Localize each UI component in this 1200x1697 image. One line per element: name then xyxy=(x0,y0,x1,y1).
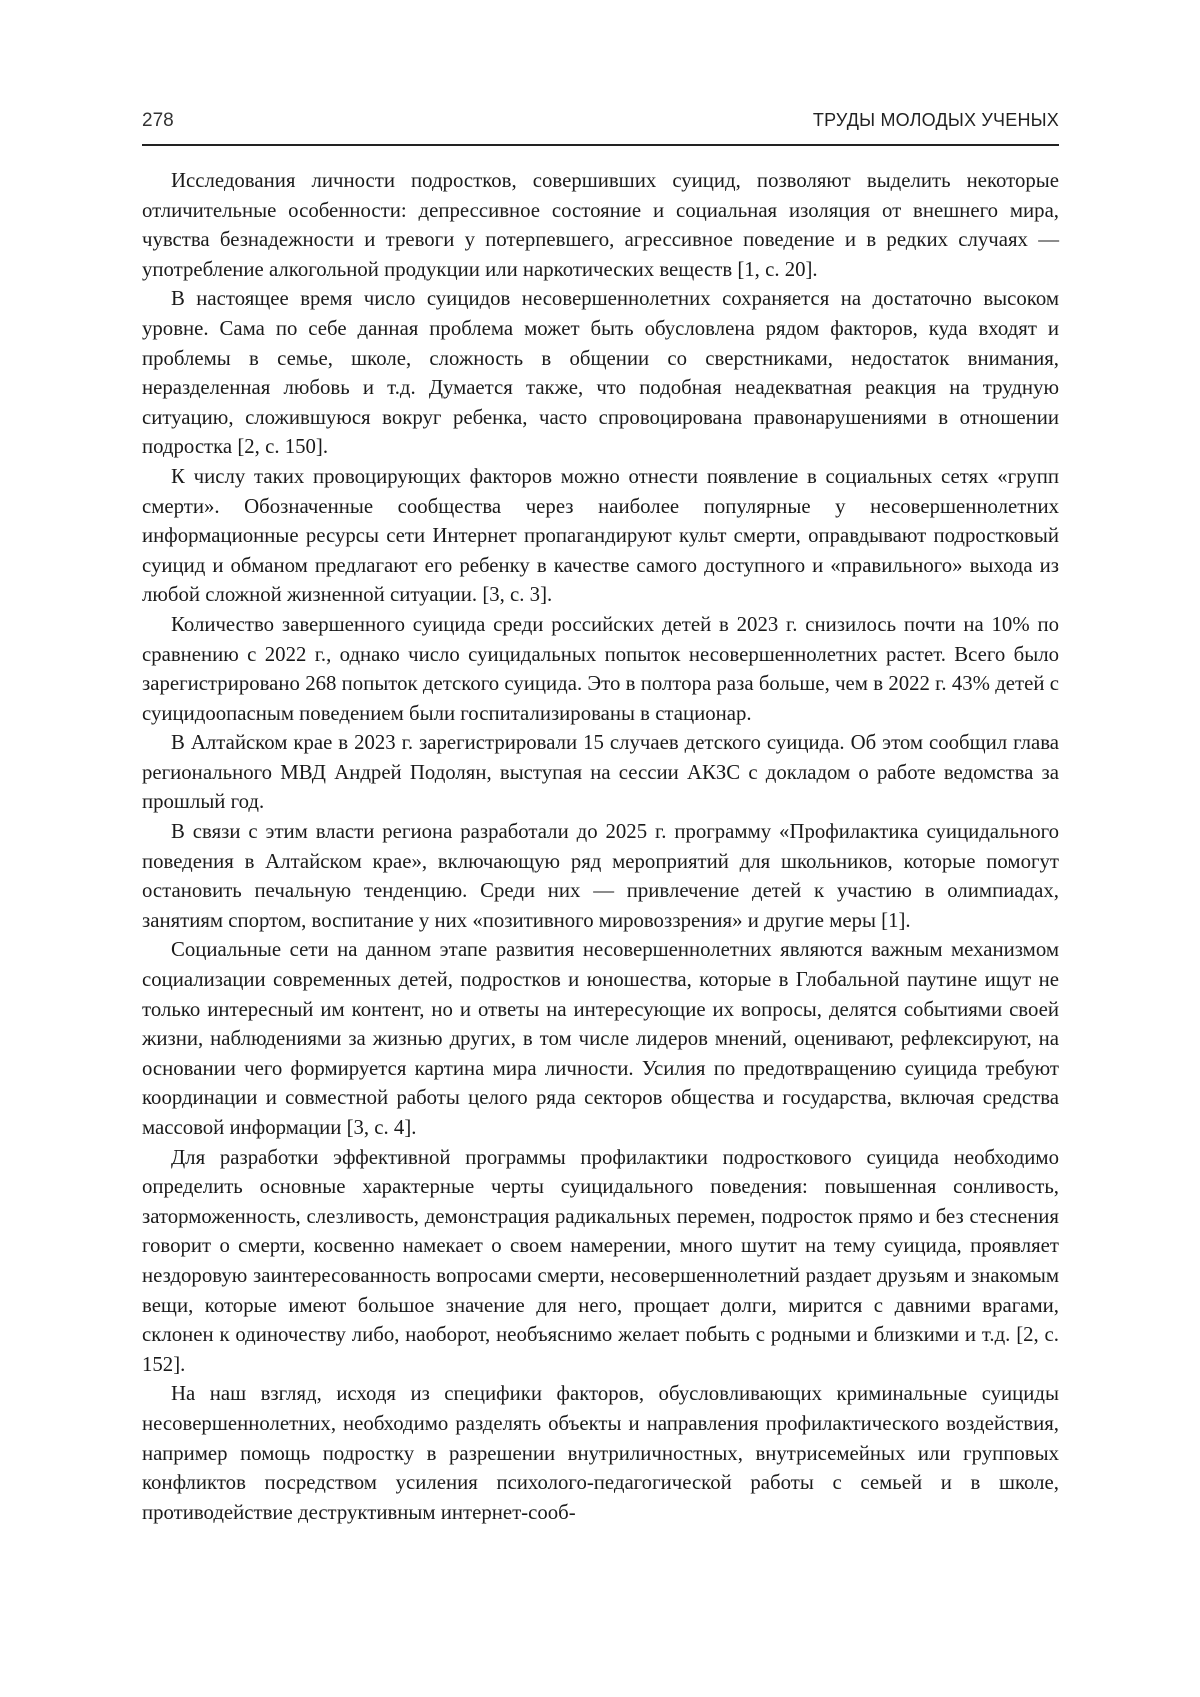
page-header xyxy=(142,108,1059,146)
paragraph: Социальные сети на данном этапе развития несовершеннолетних являются важным механизмом социализации современных детей, подростков и юношества, которые в Глобальной паутине ищут не только интересный им контент, но и ответы на интересующие их вопросы, делятся событиями своей жизни, наблюдениями за жизнью других, в том числе лидеров мнений, оценивают, рефлексируют, на основании чего формируется картина мира личности. Усилия по предотвращению суицида требуют координации и совместной работы целого ряда секторов общества и государства, включая средства массовой информации [3, с. 4]. xyxy=(142,938,1059,1139)
paragraph: На наш взгляд, исходя из специфики факторов, обусловливающих криминальные суициды несовершеннолетних, необходимо разделять объекты и направления профилактического воздействия, например помощь подростку в разрешении внутриличностных, внутрисемейных или групповых конфликтов посредством усиления психолого-педагогической работы с семьей и в школе, противодействие деструктивным интернет-сооб- xyxy=(142,1382,1059,1524)
paragraph: К числу таких провоцирующих факторов можно отнести появление в социальных сетях «групп смерти». Обозначенные сообщества через наиболее популярные у несовершеннолетних информационные ресурсы сети Интернет пропагандируют культ смерти, оправдывают подростковый суицид и обманом предлагают его ребенку в качестве самого доступного и «правильного» выхода из любой сложной жизненной ситуации. [3, с. 3]. xyxy=(142,464,1059,607)
paragraph: В настоящее время число суицидов несовершеннолетних сохраняется на достаточно высоком уровне. Сама по себе данная проблема может быть обусловлена рядом факторов, куда входят и проблемы в семье, школе, сложность в общении со сверстниками, недостаток внимания, неразделенная любовь и т.д. Думается также, что подобная неадекватная реакция на трудную ситуацию, сложившуюся вокруг ребенка, часто спровоцирована правонарушениями в отношении подростка [2, с. 150]. xyxy=(142,287,1059,459)
paragraph: Для разработки эффективной программы профилактики подросткового суицида необходимо определить основные характерные черты суицидального поведения: повышенная сонливость, заторможенность, слезливость, демонстрация радикальных перемен, подросток прямо и без стеснения говорит о смерти, косвенно намекает о своем намерении, много шутит на тему суицида, проявляет нездоровую заинтересованность вопросами смерти, несовершеннолетний раздает друзьям и знакомым вещи, которые имеют большое значение для него, прощает долги, мирится с давними врагами, склонен к одиночеству либо, наоборот, необъяснимо желает побыть с родными и близкими и т.д. [2, с. 152]. xyxy=(142,1145,1059,1376)
page-number: 278 xyxy=(142,110,174,131)
running-title: ТРУДЫ МОЛОДЫХ УЧЕНЫХ xyxy=(812,110,1059,130)
paragraph: В связи с этим власти региона разработали до 2025 г. программу «Профилактика суицидального поведения в Алтайском крае», включающую ряд мероприятий для школьников, которые помогут остановить печальную тенденцию. Среди них — привлечение детей к участию в олимпиадах, занятиям спортом, воспитание у них «позитивного мировоззрения» и другие меры [1]. xyxy=(142,820,1059,932)
paragraph: Исследования личности подростков, совершивших суицид, позволяют выделить некоторые отличительные особенности: депрессивное состояние и социальная изоляция от внешнего мира, чувства безнадежности и тревоги у потерпевшего, агрессивное поведение и в редких случаях — употребление алкогольной продукции или наркотических веществ [1, с. 20]. xyxy=(142,169,1059,281)
paragraph: В Алтайском крае в 2023 г. зарегистрировали 15 случаев детского суицида. Об этом сообщил глава регионального МВД Андрей Подолян, выступая на сессии АКЗС с докладом о работе ведомства за прошлый год. xyxy=(142,731,1059,814)
paragraph: Количество завершенного суицида среди российских детей в 2023 г. снизилось почти на 10% по сравнению с 2022 г., однако число суицидальных попыток несовершеннолетних растет. Всего было зарегистрировано 268 попыток детского суицида. Это в полтора раза больше, чем в 2022 г. 43% детей с суицидоопасным поведением были госпитализированы в стационар. xyxy=(142,612,1059,725)
article-body xyxy=(142,166,1059,1527)
